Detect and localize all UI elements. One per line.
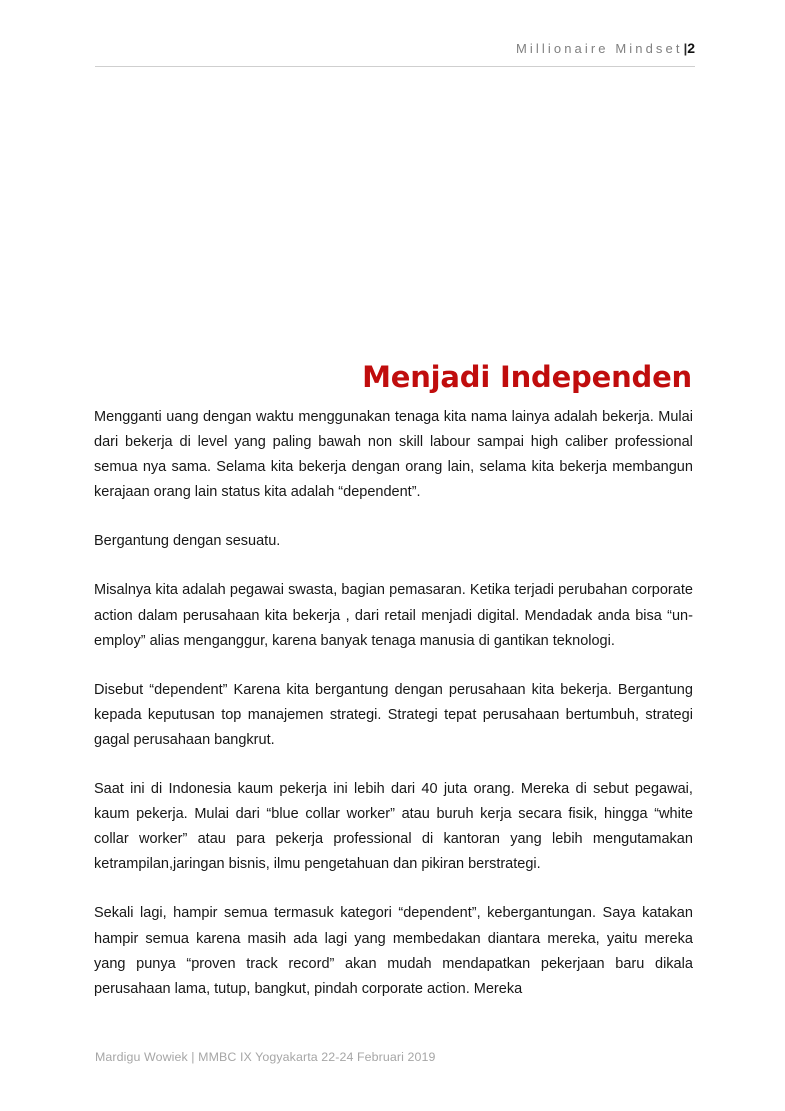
header-page-number: 2: [687, 40, 695, 56]
paragraph: Mengganti uang dengan waktu menggunakan tenaga kita nama lainya adalah bekerja. Mulai dari bekerja di level yang paling bawah non skill labour sampai high caliber professional semua nya sama. Selama kita bekerja dengan orang lain, selama kita bekerja membangun kerajaan orang lain status kita adalah “dependent”.: [94, 408, 693, 501]
header-divider-rule: [95, 66, 695, 67]
paragraph: Saat ini di Indonesia kaum pekerja ini lebih dari 40 juta orang. Mereka di sebut pegawai, kaum pekerja. Mulai dari “blue collar worker” atau buruh kerja secara fisik, hingga “white collar worker” atau para pekerja professional di kantoran yang lebih mengutamakan ketrampilan,jaringan bisnis, ilmu pengetahuan dan pikiran berstrategi.: [94, 780, 693, 873]
paragraph: Misalnya kita adalah pegawai swasta, bagian pemasaran. Ketika terjadi perubahan corporate action dalam perusahaan kita bekerja , dari retail menjadi digital. Mendadak anda bisa “un-employ” alias menganggur, karena banyak tenaga manusia di gantikan teknologi.: [94, 581, 693, 649]
paragraph: Sekali lagi, hampir semua termasuk kategori “dependent”, kebergantungan. Saya katakan hampir semua karena masih ada lagi yang membedakan diantara mereka, yaitu mereka yang punya “proven track record” akan mudah mendapatkan pekerjaan baru dikala perusahaan lama, tutup, bangkut, pindah corporate action. Mereka: [94, 904, 693, 997]
page-header: [95, 40, 695, 58]
body-content: [94, 404, 693, 1001]
page-title: Menjadi Independen: [362, 360, 692, 395]
header-separator: |: [683, 41, 688, 56]
header-book-title: Millionaire Mindset: [516, 41, 683, 56]
paragraph: Disebut “dependent” Karena kita bergantung dengan perusahaan kita bekerja. Bergantung kepada keputusan top manajemen strategi. Strategi tepat perusahaan bertumbuh, strategi gagal perusahaan bangkrut.: [94, 680, 693, 748]
footer-text: Mardigu Wowiek | MMBC IX Yogyakarta 22-24 Februari 2019: [95, 1050, 436, 1064]
paragraph: Bergantung dengan sesuatu.: [94, 532, 281, 550]
page-footer: [95, 1048, 695, 1066]
